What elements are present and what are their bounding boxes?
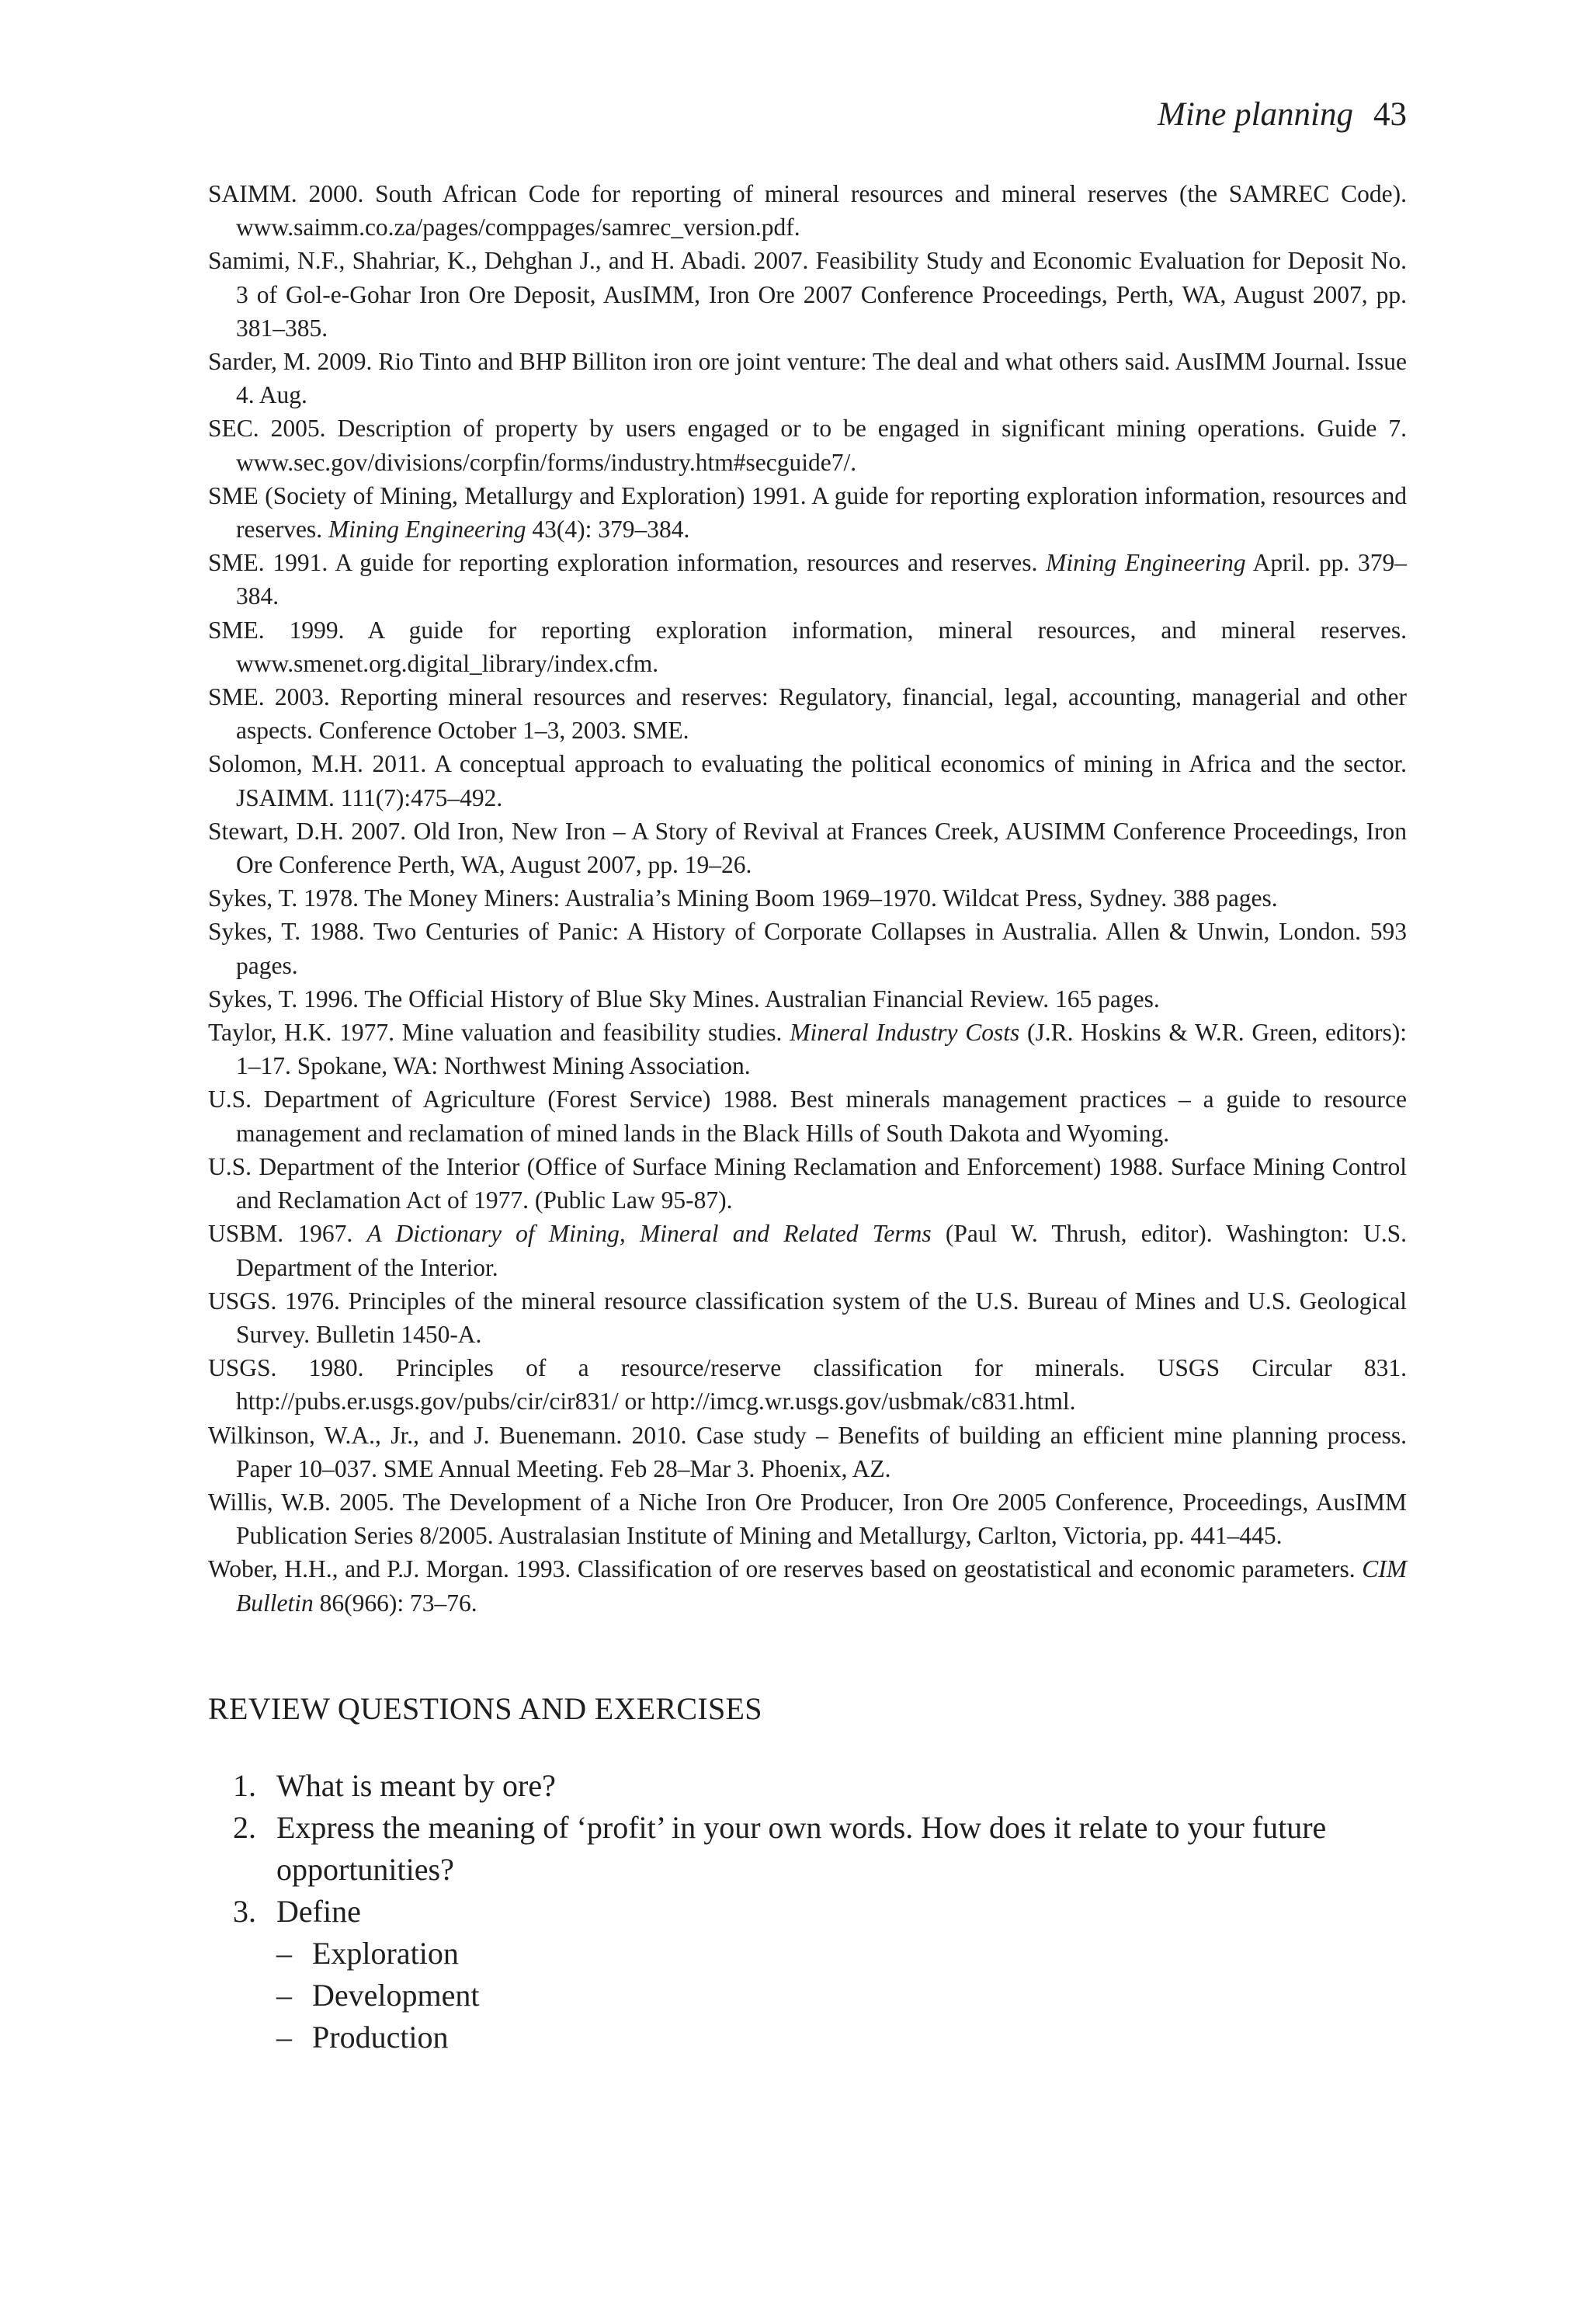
reference-text: U.S. Department of the Interior (Office of Surface Mining Reclamation and Enforcement) 1988. Surface Mining Control and Reclamation Act of 1977. (Public Law 95-87).	[208, 1152, 1407, 1214]
question-text: Define	[276, 1894, 361, 1929]
reference-italic-text: A Dictionary of Mining, Mineral and Related Terms	[366, 1220, 932, 1248]
reference-entry	[208, 982, 1407, 1016]
reference-entry	[208, 1082, 1407, 1149]
reference-entry	[208, 177, 1407, 244]
question-number: 1.	[233, 1768, 256, 1803]
reference-text: Stewart, D.H. 2007. Old Iron, New Iron – A Story of Revival at Frances Creek, AUSIMM Conference Proceedings, Iron Ore Conference Perth, WA, August 2007, pp. 19–26.	[208, 817, 1407, 879]
review-question-list	[233, 1765, 1407, 2058]
reference-text: SME. 1991. A guide for reporting exploration information, resources and reserves.	[208, 549, 1047, 577]
chapter-title: Mine planning	[1158, 96, 1353, 133]
reference-text: Taylor, H.K. 1977. Mine valuation and feasibility studies.	[208, 1019, 790, 1047]
reference-text: SAIMM. 2000. South African Code for reporting of mineral resources and mineral reserves (the SAMREC Code). www.saimm.co.za/pages/comppages/samrec_version.pdf.	[208, 180, 1407, 241]
reference-text: USGS. 1976. Principles of the mineral resource classification system of the U.S. Bureau of Mines and U.S. Geological Survey. Bulletin 1450-A.	[208, 1287, 1407, 1348]
definition-term-text: Production	[312, 2020, 449, 2055]
reference-entry	[208, 345, 1407, 412]
section-heading: REVIEW QUESTIONS AND EXERCISES	[208, 1691, 762, 1726]
dash-bullet: –	[276, 1978, 292, 2013]
reference-text: Sykes, T. 1988. Two Centuries of Panic: A History of Corporate Collapses in Australia. Allen & Unwin, London. 593 pages.	[208, 918, 1407, 979]
review-question	[233, 1807, 1407, 1891]
review-question	[233, 1891, 1407, 2058]
reference-text: Willis, W.B. 2005. The Development of a Niche Iron Ore Producer, Iron Ore 2005 Conference, Proceedings, AusIMM Publication Series 8/2005. Australasian Institute of Mining and Metallurgy, Carlton, Victoria, pp. 441–445.	[208, 1488, 1407, 1550]
reference-entry	[208, 1552, 1407, 1619]
definition-term-list	[276, 1933, 1407, 2058]
question-number: 3.	[233, 1894, 256, 1929]
reference-entry	[208, 881, 1407, 915]
dash-bullet: –	[276, 1936, 292, 1971]
reference-entry	[208, 244, 1407, 345]
definition-term-text: Development	[312, 1978, 480, 2013]
definition-term	[276, 1975, 1407, 2017]
reference-text: Samimi, N.F., Shahriar, K., Dehghan J., and H. Abadi. 2007. Feasibility Study and Economic Evaluation for Deposit No. 3 of Gol-e-Gohar Iron Ore Deposit, AusIMM, Iron Ore 2007 Conference Proceedings, Perth, WA, August 2007, pp. 381–385.	[208, 247, 1407, 342]
reference-entry	[208, 412, 1407, 478]
reference-text: April. pp. 379–384.	[236, 549, 1407, 610]
reference-text: Wilkinson, W.A., Jr., and J. Buenemann. 2010. Case study – Benefits of building an efficient mine planning process. Paper 10–037. SME Annual Meeting. Feb 28–Mar 3. Phoenix, AZ.	[208, 1421, 1407, 1482]
reference-entry	[208, 1419, 1407, 1485]
definition-term	[276, 2017, 1407, 2058]
reference-entry	[208, 613, 1407, 680]
reference-list	[208, 177, 1407, 1620]
running-head	[1158, 93, 1407, 137]
reference-text: Solomon, M.H. 2011. A conceptual approach to evaluating the political economics of mining in Africa and the sector. JSAIMM. 111(7):475–492.	[208, 750, 1407, 811]
dash-bullet: –	[276, 2020, 292, 2055]
reference-italic-text: CIM Bulletin	[236, 1555, 1407, 1617]
reference-text: 86(966): 73–76.	[313, 1589, 477, 1617]
reference-entry	[208, 815, 1407, 881]
reference-text: U.S. Department of Agriculture (Forest Service) 1988. Best minerals management practices – a guide to resource management and reclamation of mined lands in the Black Hills of South Dakota and Wyoming.	[208, 1086, 1407, 1147]
reference-text: USBM. 1967.	[208, 1220, 367, 1248]
review-question	[233, 1765, 1407, 1807]
reference-text: (J.R. Hoskins & W.R. Green, editors): 1–17. Spokane, WA: Northwest Mining Association.	[236, 1019, 1407, 1080]
reference-text: SEC. 2005. Description of property by users engaged or to be engaged in significant mining operations. Guide 7. www.sec.gov/divisions/corpfin/forms/industry.htm#secguide7/.	[208, 415, 1407, 476]
reference-entry	[208, 680, 1407, 747]
reference-text: Wober, H.H., and P.J. Morgan. 1993. Classification of ore reserves based on geostatistical and economic parameters.	[208, 1555, 1363, 1583]
question-number: 2.	[233, 1810, 256, 1845]
reference-text: SME. 1999. A guide for reporting exploration information, mineral resources, and mineral reserves. www.smenet.org.digital_library/index.cfm.	[208, 616, 1407, 677]
reference-text: USGS. 1980. Principles of a resource/reserve classification for minerals. USGS Circular 831. http://pubs.er.usgs.gov/pubs/cir/cir831/ or http://imcg.wr.usgs.gov/usbmak/c831.html.	[208, 1354, 1407, 1416]
question-text: What is meant by ore?	[276, 1768, 556, 1803]
reference-entry	[208, 1217, 1407, 1284]
reference-entry	[208, 1485, 1407, 1552]
reference-text: (Paul W. Thrush, editor). Washington: U.S. Department of the Interior.	[236, 1220, 1407, 1281]
reference-italic-text: Mining Engineering	[1046, 549, 1246, 577]
reference-entry	[208, 479, 1407, 546]
reference-text: 43(4): 379–384.	[526, 516, 690, 544]
reference-text: Sarder, M. 2009. Rio Tinto and BHP Billiton iron ore joint venture: The deal and what others said. AusIMM Journal. Issue 4. Aug.	[208, 348, 1407, 409]
question-text: Express the meaning of ‘profit’ in your own words. How does it relate to your future opportunities?	[276, 1810, 1327, 1887]
reference-text: SME (Society of Mining, Metallurgy and Exploration) 1991. A guide for reporting exploration information, resources and reserves.	[208, 481, 1407, 544]
reference-entry	[208, 747, 1407, 814]
definition-term	[276, 1933, 1407, 1975]
reference-text: SME. 2003. Reporting mineral resources and reserves: Regulatory, financial, legal, accounting, managerial and other aspects. Conference October 1–3, 2003. SME.	[208, 683, 1407, 745]
reference-entry	[208, 1284, 1407, 1351]
reference-entry	[208, 1016, 1407, 1082]
reference-text: Sykes, T. 1978. The Money Miners: Australia’s Mining Boom 1969–1970. Wildcat Press, Sydney. 388 pages.	[208, 884, 1278, 912]
reference-entry	[208, 546, 1407, 613]
page-number: 43	[1373, 96, 1407, 133]
reference-entry	[208, 915, 1407, 981]
reference-entry	[208, 1150, 1407, 1217]
reference-text: Sykes, T. 1996. The Official History of Blue Sky Mines. Australian Financial Review. 165 pages.	[208, 985, 1160, 1013]
definition-term-text: Exploration	[312, 1936, 459, 1971]
reference-italic-text: Mineral Industry Costs	[790, 1019, 1020, 1047]
reference-italic-text: Mining Engineering	[328, 516, 526, 544]
reference-entry	[208, 1351, 1407, 1418]
